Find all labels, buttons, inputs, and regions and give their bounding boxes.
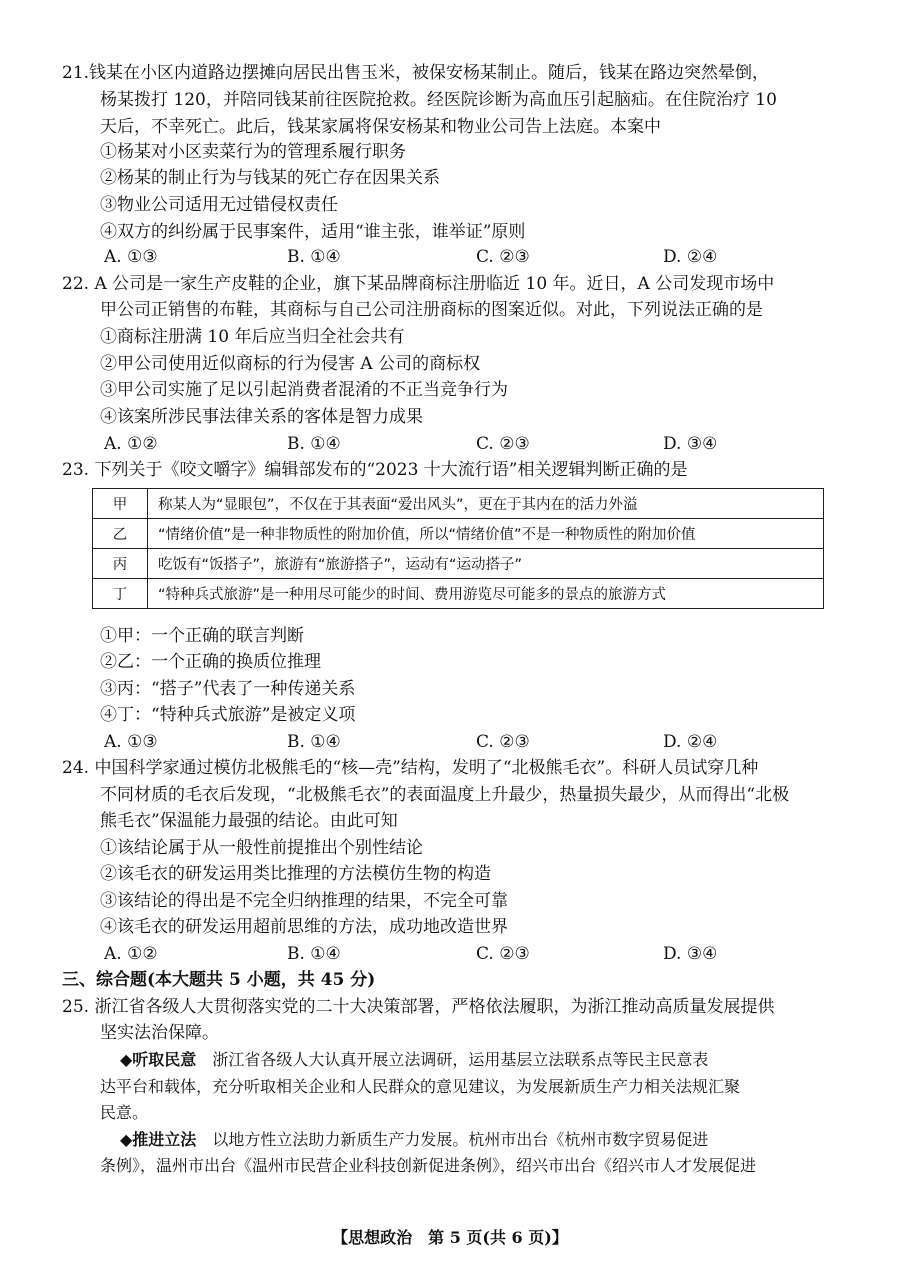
q25-para1-line-3: 民意。 <box>100 1103 149 1122</box>
q23-option-a[interactable]: A. ①③ <box>104 732 158 752</box>
row-key-ding: 丁 <box>93 579 148 609</box>
q24-stem-line-1: 24. 中国科学家通过模仿北极熊毛的“核—壳”结构，发明了“北极熊毛衣”。科研人员试穿几种 <box>62 758 759 778</box>
para1-text: 浙江省各级人大认真开展立法调研，运用基层立法联系点等民主民意表 <box>212 1050 709 1069</box>
q24-options <box>0 942 900 966</box>
q22-item-2: ②甲公司使用近似商标的行为侵害 A 公司的商标权 <box>100 354 481 374</box>
para1-title: ◆听取民意 <box>120 1050 197 1069</box>
q25-para1-line-1 <box>120 1048 708 1072</box>
q23-statement-table <box>92 488 824 609</box>
row-key-yi: 乙 <box>93 519 148 549</box>
q25-para2-line-2: 条例》，温州市出台《温州市民营企业科技创新促进条例》，绍兴市出台《绍兴市人才发展促进 <box>100 1156 757 1175</box>
q23-item-4: ④丁：“特种兵式旅游”是被定义项 <box>100 705 356 725</box>
q21-stem-line-2: 杨某拨打 120，并陪同钱某前往医院抢救。经医院诊断为高血压引起脑疝。在住院治疗 10 <box>100 90 777 110</box>
q22-option-a[interactable]: A. ①② <box>104 434 158 454</box>
q24-item-4: ④该毛衣的研发运用超前思维的方法，成功地改造世界 <box>100 917 508 937</box>
row-text-ding: “特种兵式旅游”是一种用尽可能少的时间、费用游览尽可能多的景点的旅游方式 <box>148 579 824 609</box>
q22-stem-line-2: 甲公司正销售的布鞋，其商标与自己公司注册商标的图案近似。对此，下列说法正确的是 <box>100 300 763 320</box>
q23-stem: 23. 下列关于《咬文嚼字》编辑部发布的“2023 十大流行语”相关逻辑判断正确的是 <box>62 460 688 480</box>
table-row <box>93 519 824 549</box>
q25-para2-line-1 <box>120 1128 708 1152</box>
section-3-heading: 三、综合题(本大题共 5 小题，共 45 分) <box>62 970 376 990</box>
q22-item-4: ④该案所涉民事法律关系的客体是智力成果 <box>100 407 423 427</box>
q23-option-d[interactable]: D. ②④ <box>663 732 718 752</box>
table-row <box>93 579 824 609</box>
q24-stem-line-2: 不同材质的毛衣后发现，“北极熊毛衣”的表面温度上升最少，热量损失最少，从而得出“北极 <box>100 785 790 805</box>
q24-item-1: ①该结论属于从一般性前提推出个别性结论 <box>100 838 423 858</box>
q21-item-3: ③物业公司适用无过错侵权责任 <box>100 195 338 215</box>
q22-item-1: ①商标注册满 10 年后应当归全社会共有 <box>100 327 405 347</box>
q21-stem-line-3: 天后，不幸死亡。此后，钱某家属将保安杨某和物业公司告上法庭。本案中 <box>100 117 661 137</box>
q24-stem-line-3: 熊毛衣”保温能力最强的结论。由此可知 <box>100 811 398 831</box>
q25-para1-line-2: 达平台和载体，充分听取相关企业和人民群众的意见建议，为发展新质生产力相关法规汇聚 <box>100 1077 741 1096</box>
para2-text: 以地方性立法助力新质生产力发展。杭州市出台《杭州市数字贸易促进 <box>212 1130 709 1149</box>
q22-option-c[interactable]: C. ②③ <box>476 434 530 454</box>
q22-option-b[interactable]: B. ①④ <box>287 434 341 454</box>
q21-option-c[interactable]: C. ②③ <box>476 247 530 267</box>
q22-stem-line-1: 22. A 公司是一家生产皮鞋的企业，旗下某品牌商标注册临近 10 年。近日，A 公司发现市场中 <box>62 274 775 294</box>
row-text-yi: “情绪价值”是一种非物质性的附加价值，所以“情绪价值”不是一种物质性的附加价值 <box>148 519 824 549</box>
row-text-jia: 称某人为“显眼包”，不仅在于其表面“爱出风头”，更在于其内在的活力外溢 <box>148 489 824 519</box>
q25-stem-line-1: 25. 浙江省各级人大贯彻落实党的二十大决策部署，严格依法履职，为浙江推动高质量发展提供 <box>62 997 775 1017</box>
q21-option-b[interactable]: B. ①④ <box>287 247 341 267</box>
page-footer: 【思想政治 第 5 页(共 6 页)】 <box>332 1228 568 1247</box>
para2-title: ◆推进立法 <box>120 1130 197 1149</box>
q22-option-d[interactable]: D. ③④ <box>663 434 718 454</box>
q24-item-3: ③该结论的得出是不完全归纳推理的结果，不完全可靠 <box>100 891 508 911</box>
q23-item-2: ②乙：一个正确的换质位推理 <box>100 652 321 672</box>
q22-options <box>0 432 900 456</box>
row-key-bing: 丙 <box>93 549 148 579</box>
q21-options <box>0 245 900 269</box>
q21-option-a[interactable]: A. ①③ <box>104 247 158 267</box>
row-key-jia: 甲 <box>93 489 148 519</box>
q21-item-4: ④双方的纠纷属于民事案件，适用“谁主张，谁举证”原则 <box>100 222 526 242</box>
q21-option-d[interactable]: D. ②④ <box>663 247 718 267</box>
q24-option-d[interactable]: D. ③④ <box>663 944 718 964</box>
q23-options <box>0 730 900 754</box>
q21-stem-line-1: 21.钱某在小区内道路边摆摊向居民出售玉米，被保安杨某制止。随后，钱某在路边突然晕倒， <box>62 63 770 83</box>
q24-option-c[interactable]: C. ②③ <box>476 944 530 964</box>
q25-stem-line-2: 坚实法治保障。 <box>100 1023 219 1043</box>
q24-option-a[interactable]: A. ①② <box>104 944 158 964</box>
q21-item-2: ②杨某的制止行为与钱某的死亡存在因果关系 <box>100 168 440 188</box>
q21-item-1: ①杨某对小区卖菜行为的管理系履行职务 <box>100 142 406 162</box>
q23-item-3: ③丙：“搭子”代表了一种传递关系 <box>100 679 356 699</box>
table-row <box>93 489 824 519</box>
q24-item-2: ②该毛衣的研发运用类比推理的方法模仿生物的构造 <box>100 864 491 884</box>
q24-option-b[interactable]: B. ①④ <box>287 944 341 964</box>
q23-item-1: ①甲：一个正确的联言判断 <box>100 626 304 646</box>
row-text-bing: 吃饭有“饭搭子”，旅游有“旅游搭子”，运动有“运动搭子” <box>148 549 824 579</box>
q23-option-c[interactable]: C. ②③ <box>476 732 530 752</box>
table-row <box>93 549 824 579</box>
q23-option-b[interactable]: B. ①④ <box>287 732 341 752</box>
q22-item-3: ③甲公司实施了足以引起消费者混淆的不正当竞争行为 <box>100 380 508 400</box>
